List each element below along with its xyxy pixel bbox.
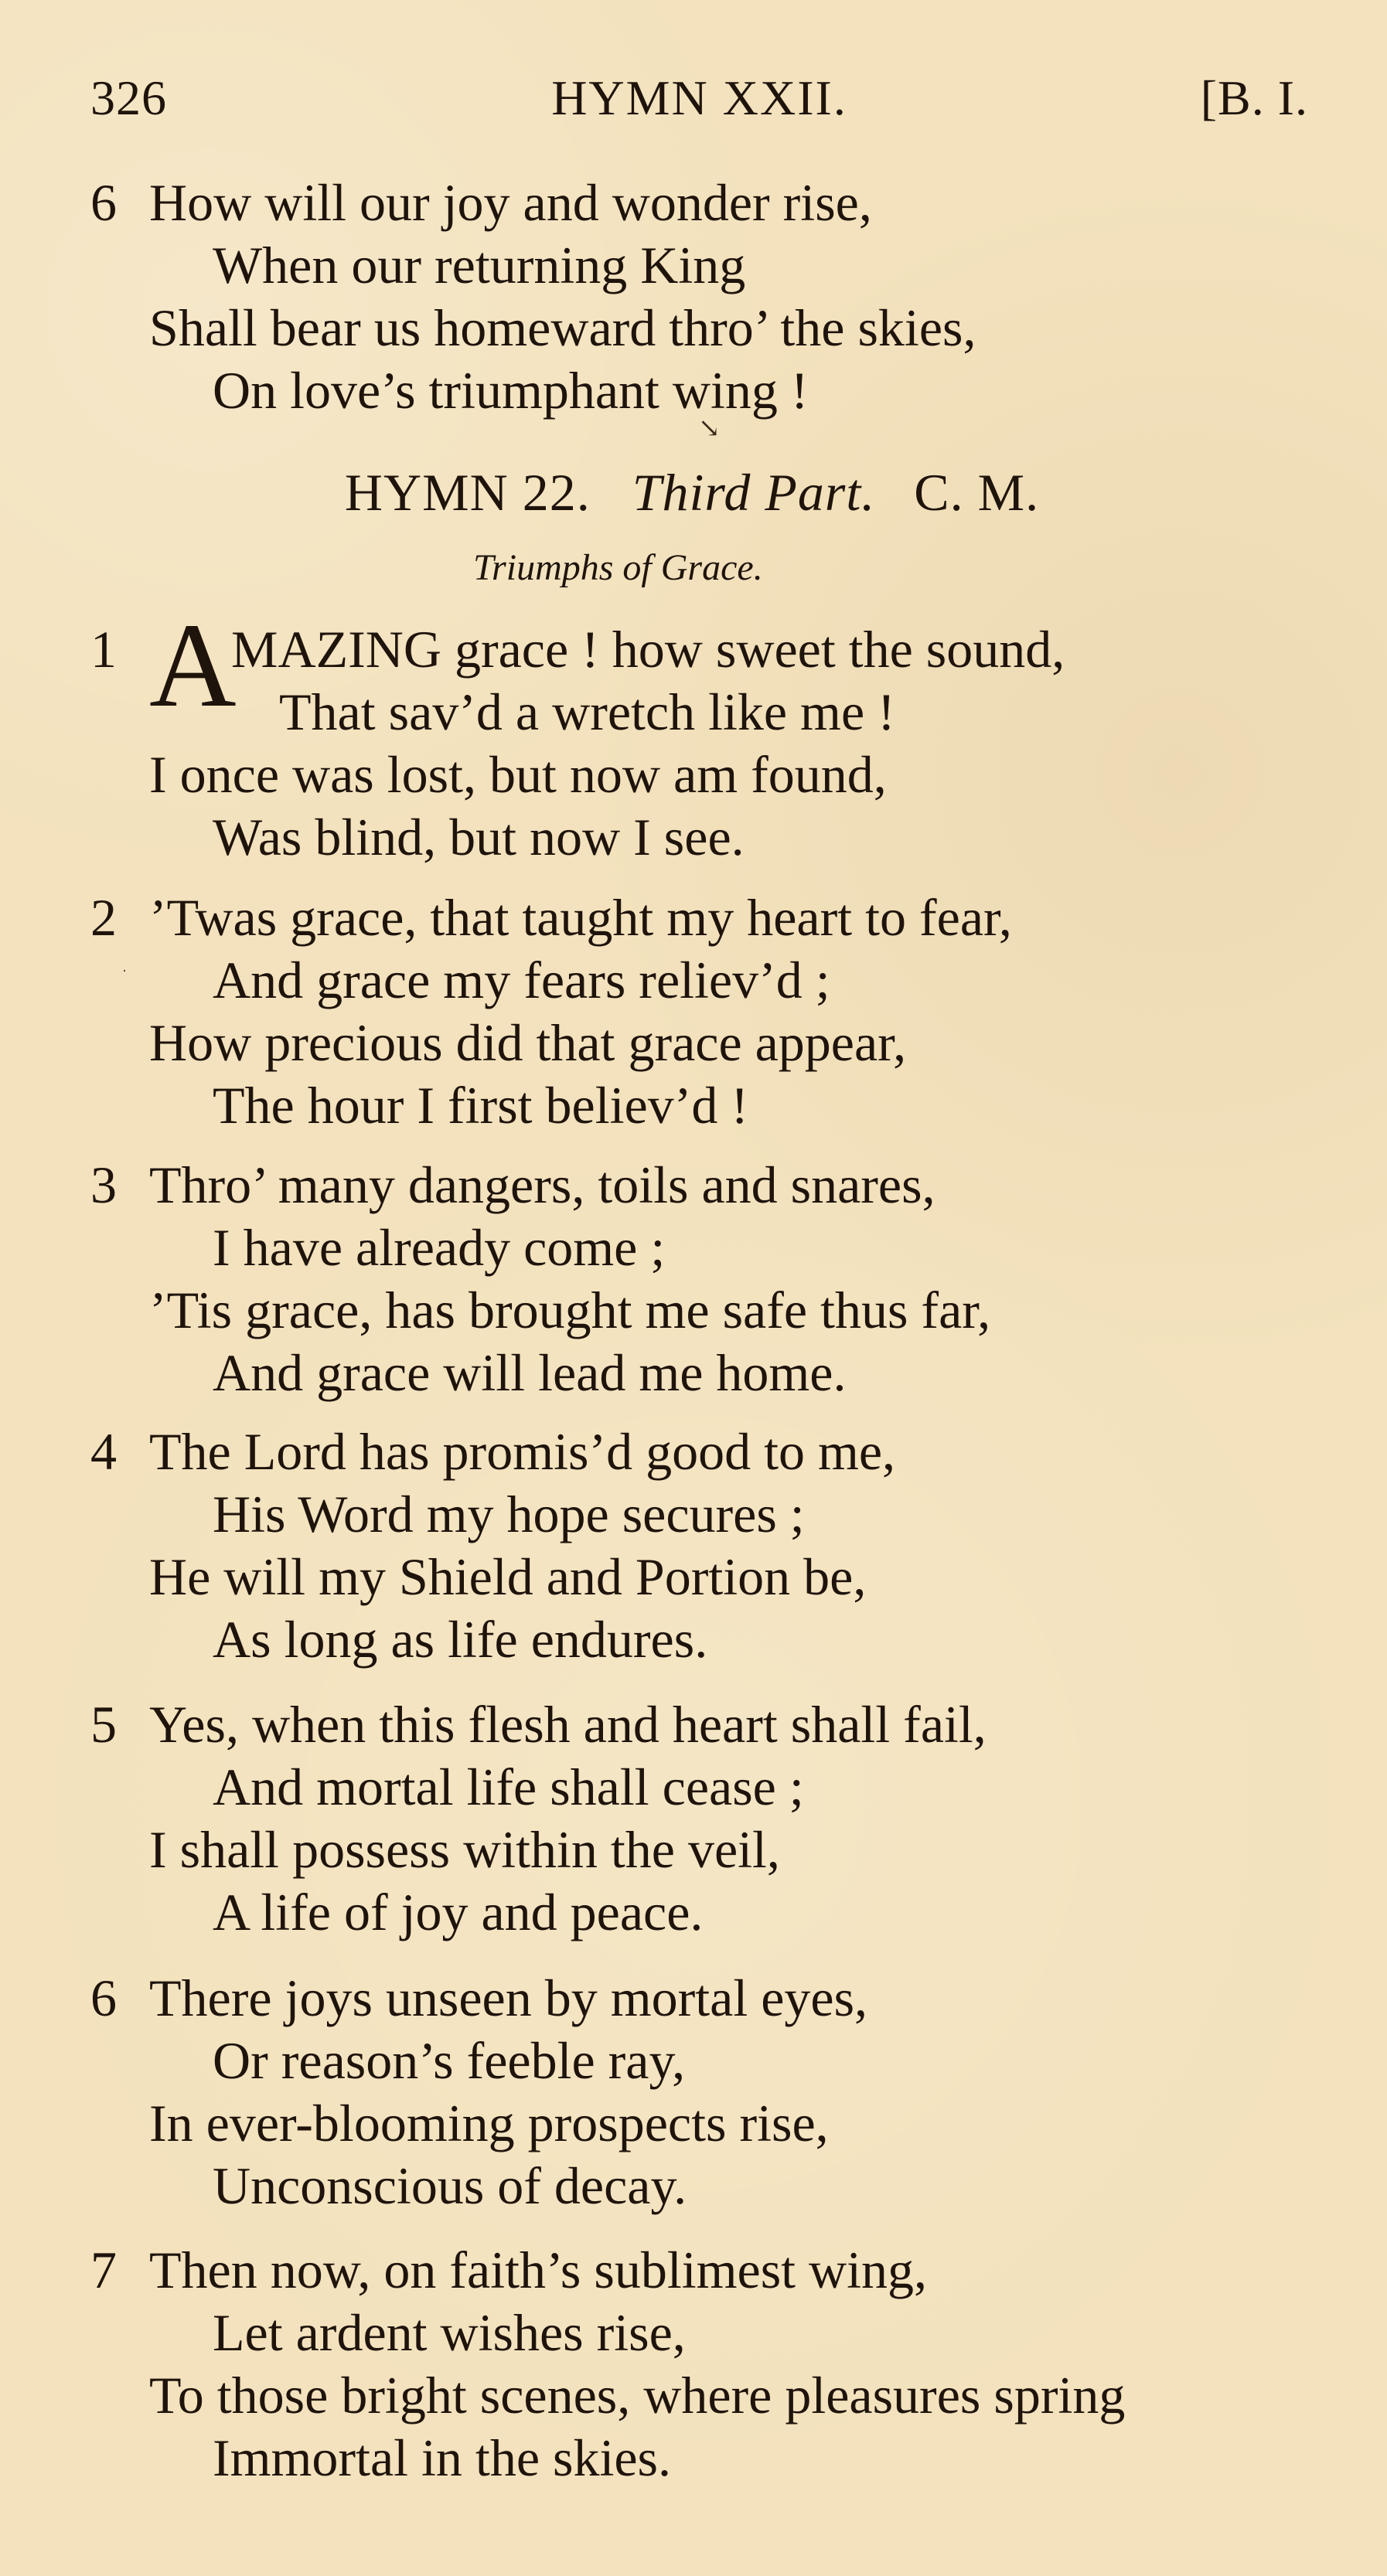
drop-cap-first-line: MAZING grace ! how sweet the sound, — [231, 620, 1065, 679]
hymn-stanza-1 — [90, 598, 1304, 869]
stanza-line: To those bright scenes, where pleasures spring — [149, 2366, 1126, 2425]
stanza-line: And grace my fears reliev’d ; — [213, 951, 830, 1009]
hymn-heading — [247, 463, 1137, 522]
stanza-line: And grace will lead me home. — [213, 1343, 847, 1402]
stanza-line: I have already come ; — [213, 1218, 666, 1277]
ink-mark: ↘ — [698, 414, 721, 443]
stanza-line: When our returning King — [213, 236, 746, 294]
stanza-line: Was blind, but now I see. — [213, 808, 745, 866]
stanza-line: How will our joy and wonder rise, — [149, 173, 872, 232]
hymn-number: HYMN 22. — [344, 463, 591, 522]
stanza-number: 7 — [90, 2241, 117, 2299]
stanza-line: How precious did that grace appear, — [149, 1013, 907, 1072]
hymn-stanza-4 — [90, 1421, 1304, 1671]
hymn-meter: C. M. — [914, 463, 1040, 522]
stanza-line: Yes, when this flesh and heart shall fail, — [149, 1695, 987, 1754]
stanza-line: Let ardent wishes rise, — [213, 2303, 686, 2362]
stanza-line: On love’s triumphant wing ! — [213, 361, 809, 420]
hymn-stanza-5 — [90, 1693, 1304, 1944]
page-header — [90, 70, 1308, 143]
stanza-line: His Word my hope secures ; — [213, 1485, 805, 1543]
stanza-line: The Lord has promis’d good to me, — [149, 1422, 896, 1481]
stanza-line: ’Twas grace, that taught my heart to fear, — [149, 888, 1012, 947]
stanza-line: That sav’d a wretch like me ! — [279, 682, 895, 741]
stanza-line: I once was lost, but now am found, — [149, 745, 887, 804]
previous-hymn-stanza-6 — [90, 172, 1304, 422]
stanza-number: 6 — [90, 173, 117, 232]
hymn-stanza-3 — [90, 1154, 1304, 1404]
stanza-number: 5 — [90, 1695, 117, 1754]
stanza-line: A life of joy and peace. — [213, 1883, 704, 1941]
drop-cap: A — [149, 598, 237, 732]
stanza-line: Then now, on faith’s sublimest wing, — [149, 2241, 928, 2299]
hymn-stanza-6 — [90, 1967, 1304, 2217]
stanza-number: 2 — [90, 888, 117, 947]
stanza-line: The hour I first believ’d ! — [213, 1076, 748, 1135]
stanza-line: Shall bear us homeward thro’ the skies, — [149, 298, 976, 357]
hymn-part: Third Part. — [632, 463, 876, 522]
stanza-line: Thro’ many dangers, toils and snares, — [149, 1155, 935, 1214]
stanza-line: As long as life endures. — [213, 1610, 708, 1669]
running-title: HYMN XXII. — [551, 70, 847, 125]
stanza-line: Unconscious of decay. — [213, 2156, 687, 2215]
stanza-line: Immortal in the skies. — [213, 2428, 672, 2487]
hymn-stanza-7 — [90, 2239, 1304, 2489]
stanza-number: 3 — [90, 1155, 117, 1214]
stanza-line: There joys unseen by mortal eyes, — [149, 1969, 868, 2027]
hymn-subtitle: Triumphs of Grace. — [473, 547, 763, 588]
ink-speck: · — [122, 963, 127, 978]
stanza-line: In ever-blooming prospects rise, — [149, 2094, 829, 2152]
page-number: 326 — [90, 70, 167, 125]
stanza-line: He will my Shield and Portion be, — [149, 1547, 867, 1606]
stanza-line: Or reason’s feeble ray, — [213, 2031, 686, 2090]
stanza-line: ’Tis grace, has brought me safe thus far, — [149, 1281, 991, 1339]
stanza-number: 4 — [90, 1422, 117, 1481]
stanza-line: And mortal life shall cease ; — [213, 1758, 804, 1816]
book-reference: [B. I. — [1200, 70, 1308, 125]
hymn-stanza-2 — [90, 886, 1304, 1137]
stanza-number: 6 — [90, 1969, 117, 2027]
drop-cap-line-group — [90, 598, 1304, 744]
stanza-number: 1 — [90, 620, 117, 679]
stanza-line: I shall possess within the veil, — [149, 1820, 780, 1879]
